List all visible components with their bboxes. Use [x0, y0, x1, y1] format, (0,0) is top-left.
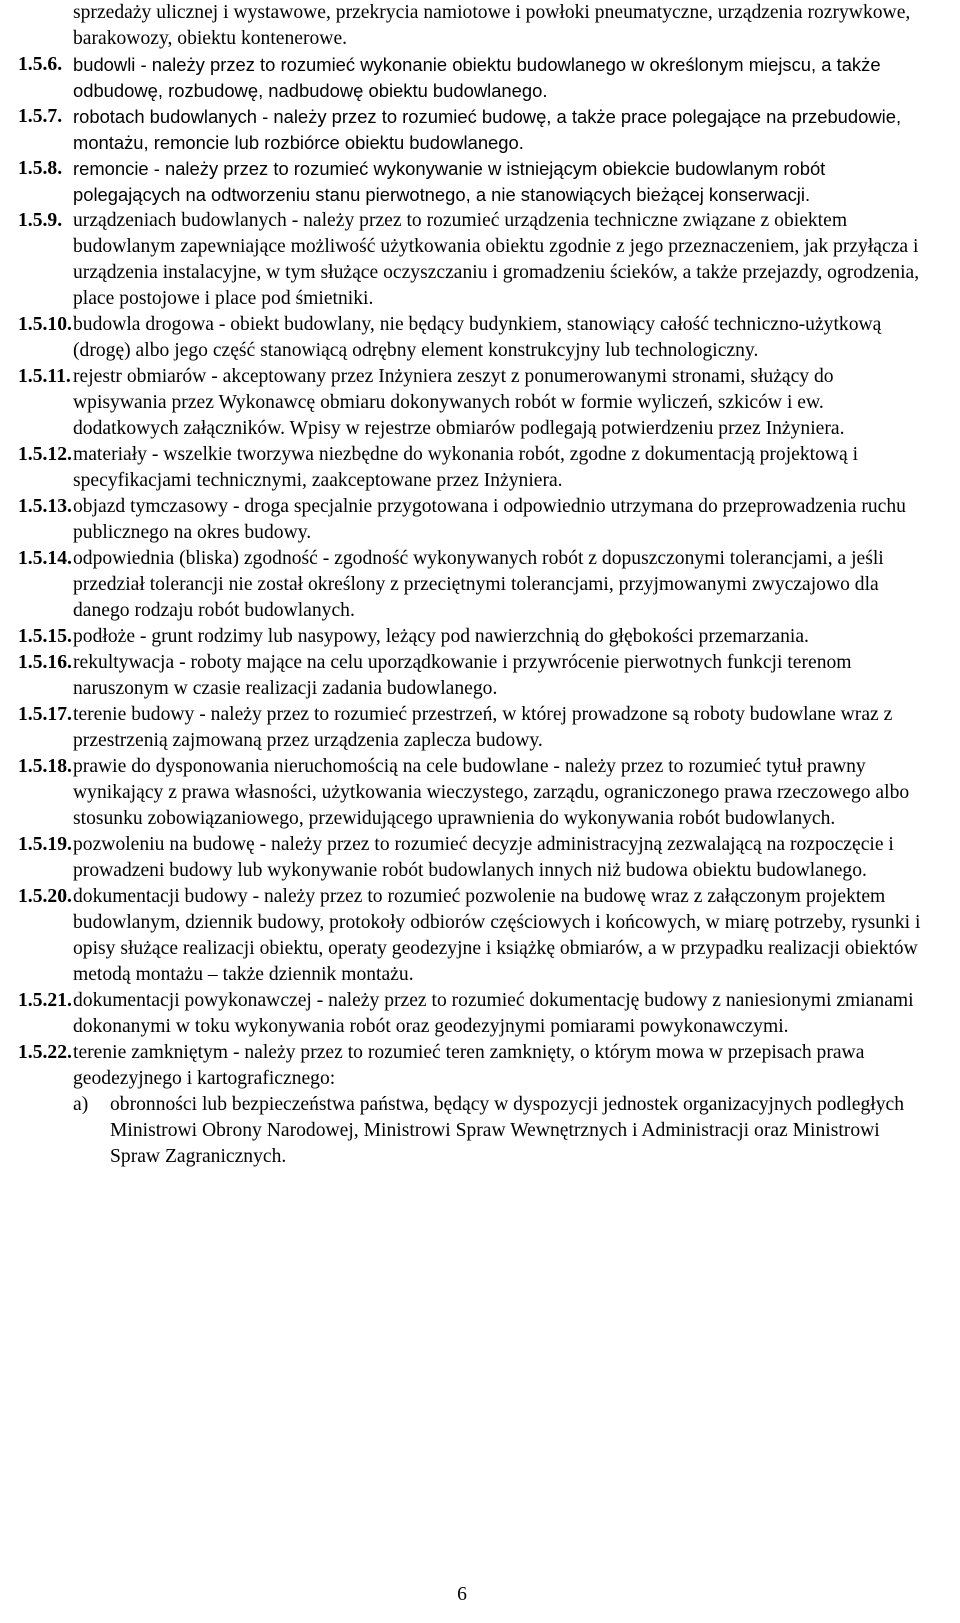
definition-entry	[18, 156, 924, 208]
entry-number: 1.5.22.	[18, 1042, 72, 1063]
entry-text: podłoże - grunt rodzimy lub nasypowy, leżący pod nawierzchnią do głębokości przemarzania.	[73, 626, 809, 647]
entry-number: 1.5.17.	[18, 704, 72, 725]
definition-entry	[18, 624, 924, 650]
entry-text: objazd tymczasowy - droga specjalnie przygotowana i odpowiednio utrzymana do przeprowadzenia ruchu publicznego na okres budowy.	[73, 496, 906, 543]
entry-number: 1.5.16.	[18, 652, 72, 673]
definition-entry	[18, 884, 924, 988]
entry-text: dokumentacji budowy - należy przez to rozumieć pozwolenie na budowę wraz z załączonym projektem budowlanym, dziennik budowy, protokoły odbiorów częściowych i końcowych, w miarę potrzeby, rysunki i opisy służące realizacji obiektu, operaty geodezyjne i książkę obmiarów, a w przypadku realizacji obiektów metodą montażu – także dziennik montażu.	[73, 886, 921, 985]
entry-text: terenie zamkniętym - należy przez to rozumieć teren zamknięty, o którym mowa w przepisach prawa geodezyjnego i kartograficznego:	[73, 1042, 865, 1089]
entry-text: rejestr obmiarów - akceptowany przez Inżyniera zeszyt z ponumerowanymi stronami, służący do wpisywania przez Wykonawcę obmiaru dokonywanych robót w formie wyliczeń, szkiców i ew. dodatkowych załączników. Wpisy w rejestrze obmiarów podlegają potwierdzeniu przez Inżyniera.	[73, 366, 845, 439]
entry-text: odpowiednia (bliska) zgodność - zgodność wykonywanych robót z dopuszczonymi tolerancjami, a jeśli przedział tolerancji nie został określony z przeciętnymi tolerancjami, przyjmowanymi zwyczajowo dla danego rodzaju robót budowlanych.	[73, 548, 884, 621]
entry-number: 1.5.18.	[18, 756, 72, 777]
entry-text: dokumentacji powykonawczej - należy przez to rozumieć dokumentację budowy z naniesionymi zmianami dokonanymi w toku wykonywania robót oraz geodezyjnymi pomiarami powykonawczymi.	[73, 990, 914, 1037]
definition-entry	[18, 754, 924, 832]
definition-entry	[18, 364, 924, 442]
continuation-paragraph: sprzedaży ulicznej i wystawowe, przekrycia namiotowe i powłoki pneumatyczne, urządzenia rozrywkowe, barakowozy, obiektu kontenerowe.	[73, 2, 911, 49]
entry-number: 1.5.11.	[18, 366, 71, 387]
definition-entry	[18, 104, 924, 156]
definition-entry	[18, 702, 924, 754]
sub-list-item	[73, 1092, 924, 1170]
entry-text: urządzeniach budowlanych - należy przez to rozumieć urządzenia techniczne związane z obiektem budowlanym zapewniające możliwość użytkowania obiektu zgodnie z jego przeznaczeniem, jak przyłącza i urządzenia instalacyjne, w tym służące oczyszczaniu i gromadzeniu ścieków, a także przejazdy, ogrodzenia, place postojowe i place pod śmietniki.	[73, 210, 920, 309]
definition-entry	[18, 988, 924, 1040]
definition-entry	[18, 312, 924, 364]
entry-number: 1.5.7.	[18, 106, 63, 127]
page-number: 6	[457, 1584, 467, 1605]
entry-number: 1.5.9.	[18, 210, 63, 231]
entry-number: 1.5.13.	[18, 496, 72, 517]
entry-number: 1.5.14.	[18, 548, 72, 569]
entry-text: pozwoleniu na budowę - należy przez to rozumieć decyzje administracyjną zezwalającą na rozpoczęcie i prowadzeni budowy lub wykonywanie robót budowlanych innych niż budowa obiektu budowlanego.	[73, 834, 894, 881]
entry-text: terenie budowy - należy przez to rozumieć przestrzeń, w której prowadzone są roboty budowlane wraz z przestrzenią zajmowaną przez urządzenia zaplecza budowy.	[73, 704, 893, 751]
entry-text: budowla drogowa - obiekt budowlany, nie będący budynkiem, stanowiący całość techniczno-użytkową (drogę) albo jego część stanowiącą odrębny element konstrukcyjny lub technologiczny.	[73, 314, 882, 361]
sub-item-marker: a)	[73, 1094, 89, 1115]
definition-entry	[18, 52, 924, 104]
entry-text: remoncie - należy przez to rozumieć wykonywanie w istniejącym obiekcie budowlanym robót polegających na odtworzeniu stanu pierwotnego, a nie stanowiących bieżącej konserwacji.	[73, 158, 826, 205]
entry-text: materiały - wszelkie tworzywa niezbędne do wykonania robót, zgodne z dokumentacją projektową i specyfikacjami technicznymi, zaakceptowane przez Inżyniera.	[73, 444, 859, 491]
definition-entry	[18, 650, 924, 702]
definitions-list	[18, 52, 924, 1170]
definition-entry	[18, 442, 924, 494]
definition-entry	[18, 832, 924, 884]
sub-list	[73, 1092, 924, 1170]
sub-item-text: obronności lub bezpieczeństwa państwa, będący w dyspozycji jednostek organizacyjnych podległych Ministrowi Obrony Narodowej, Ministrowi Spraw Wewnętrznych i Administracji oraz Ministrowi Spraw Zagranicznych.	[110, 1094, 905, 1167]
definition-entry	[18, 546, 924, 624]
definition-entry	[18, 208, 924, 312]
entry-number: 1.5.12.	[18, 444, 72, 465]
entry-number: 1.5.21.	[18, 990, 72, 1011]
entry-text: prawie do dysponowania nieruchomością na cele budowlane - należy przez to rozumieć tytuł prawny wynikający z prawa własności, użytkowania wieczystego, zarządu, ograniczonego prawa rzeczowego albo stosunku zobowiązaniowego, przewidującego uprawnienia do wykonywania robót budowlanych.	[73, 756, 910, 829]
definition-entry	[18, 494, 924, 546]
entry-number: 1.5.19.	[18, 834, 72, 855]
entry-number: 1.5.6.	[18, 54, 63, 75]
entry-number: 1.5.10.	[18, 314, 72, 335]
definition-entry	[18, 1040, 924, 1170]
entry-text: budowli - należy przez to rozumieć wykonanie obiektu budowlanego w określonym miejscu, a także odbudowę, rozbudowę, nadbudowę obiektu budowlanego.	[73, 54, 881, 101]
entry-text: robotach budowlanych - należy przez to rozumieć budowę, a także prace polegające na przebudowie, montażu, remoncie lub rozbiórce obiektu budowlanego.	[73, 106, 902, 153]
entry-text: rekultywacja - roboty mające na celu uporządkowanie i przywrócenie pierwotnych funkcji terenom naruszonym w czasie realizacji zadania budowlanego.	[73, 652, 852, 699]
entry-number: 1.5.20.	[18, 886, 72, 907]
entry-number: 1.5.8.	[18, 158, 63, 179]
entry-number: 1.5.15.	[18, 626, 72, 647]
